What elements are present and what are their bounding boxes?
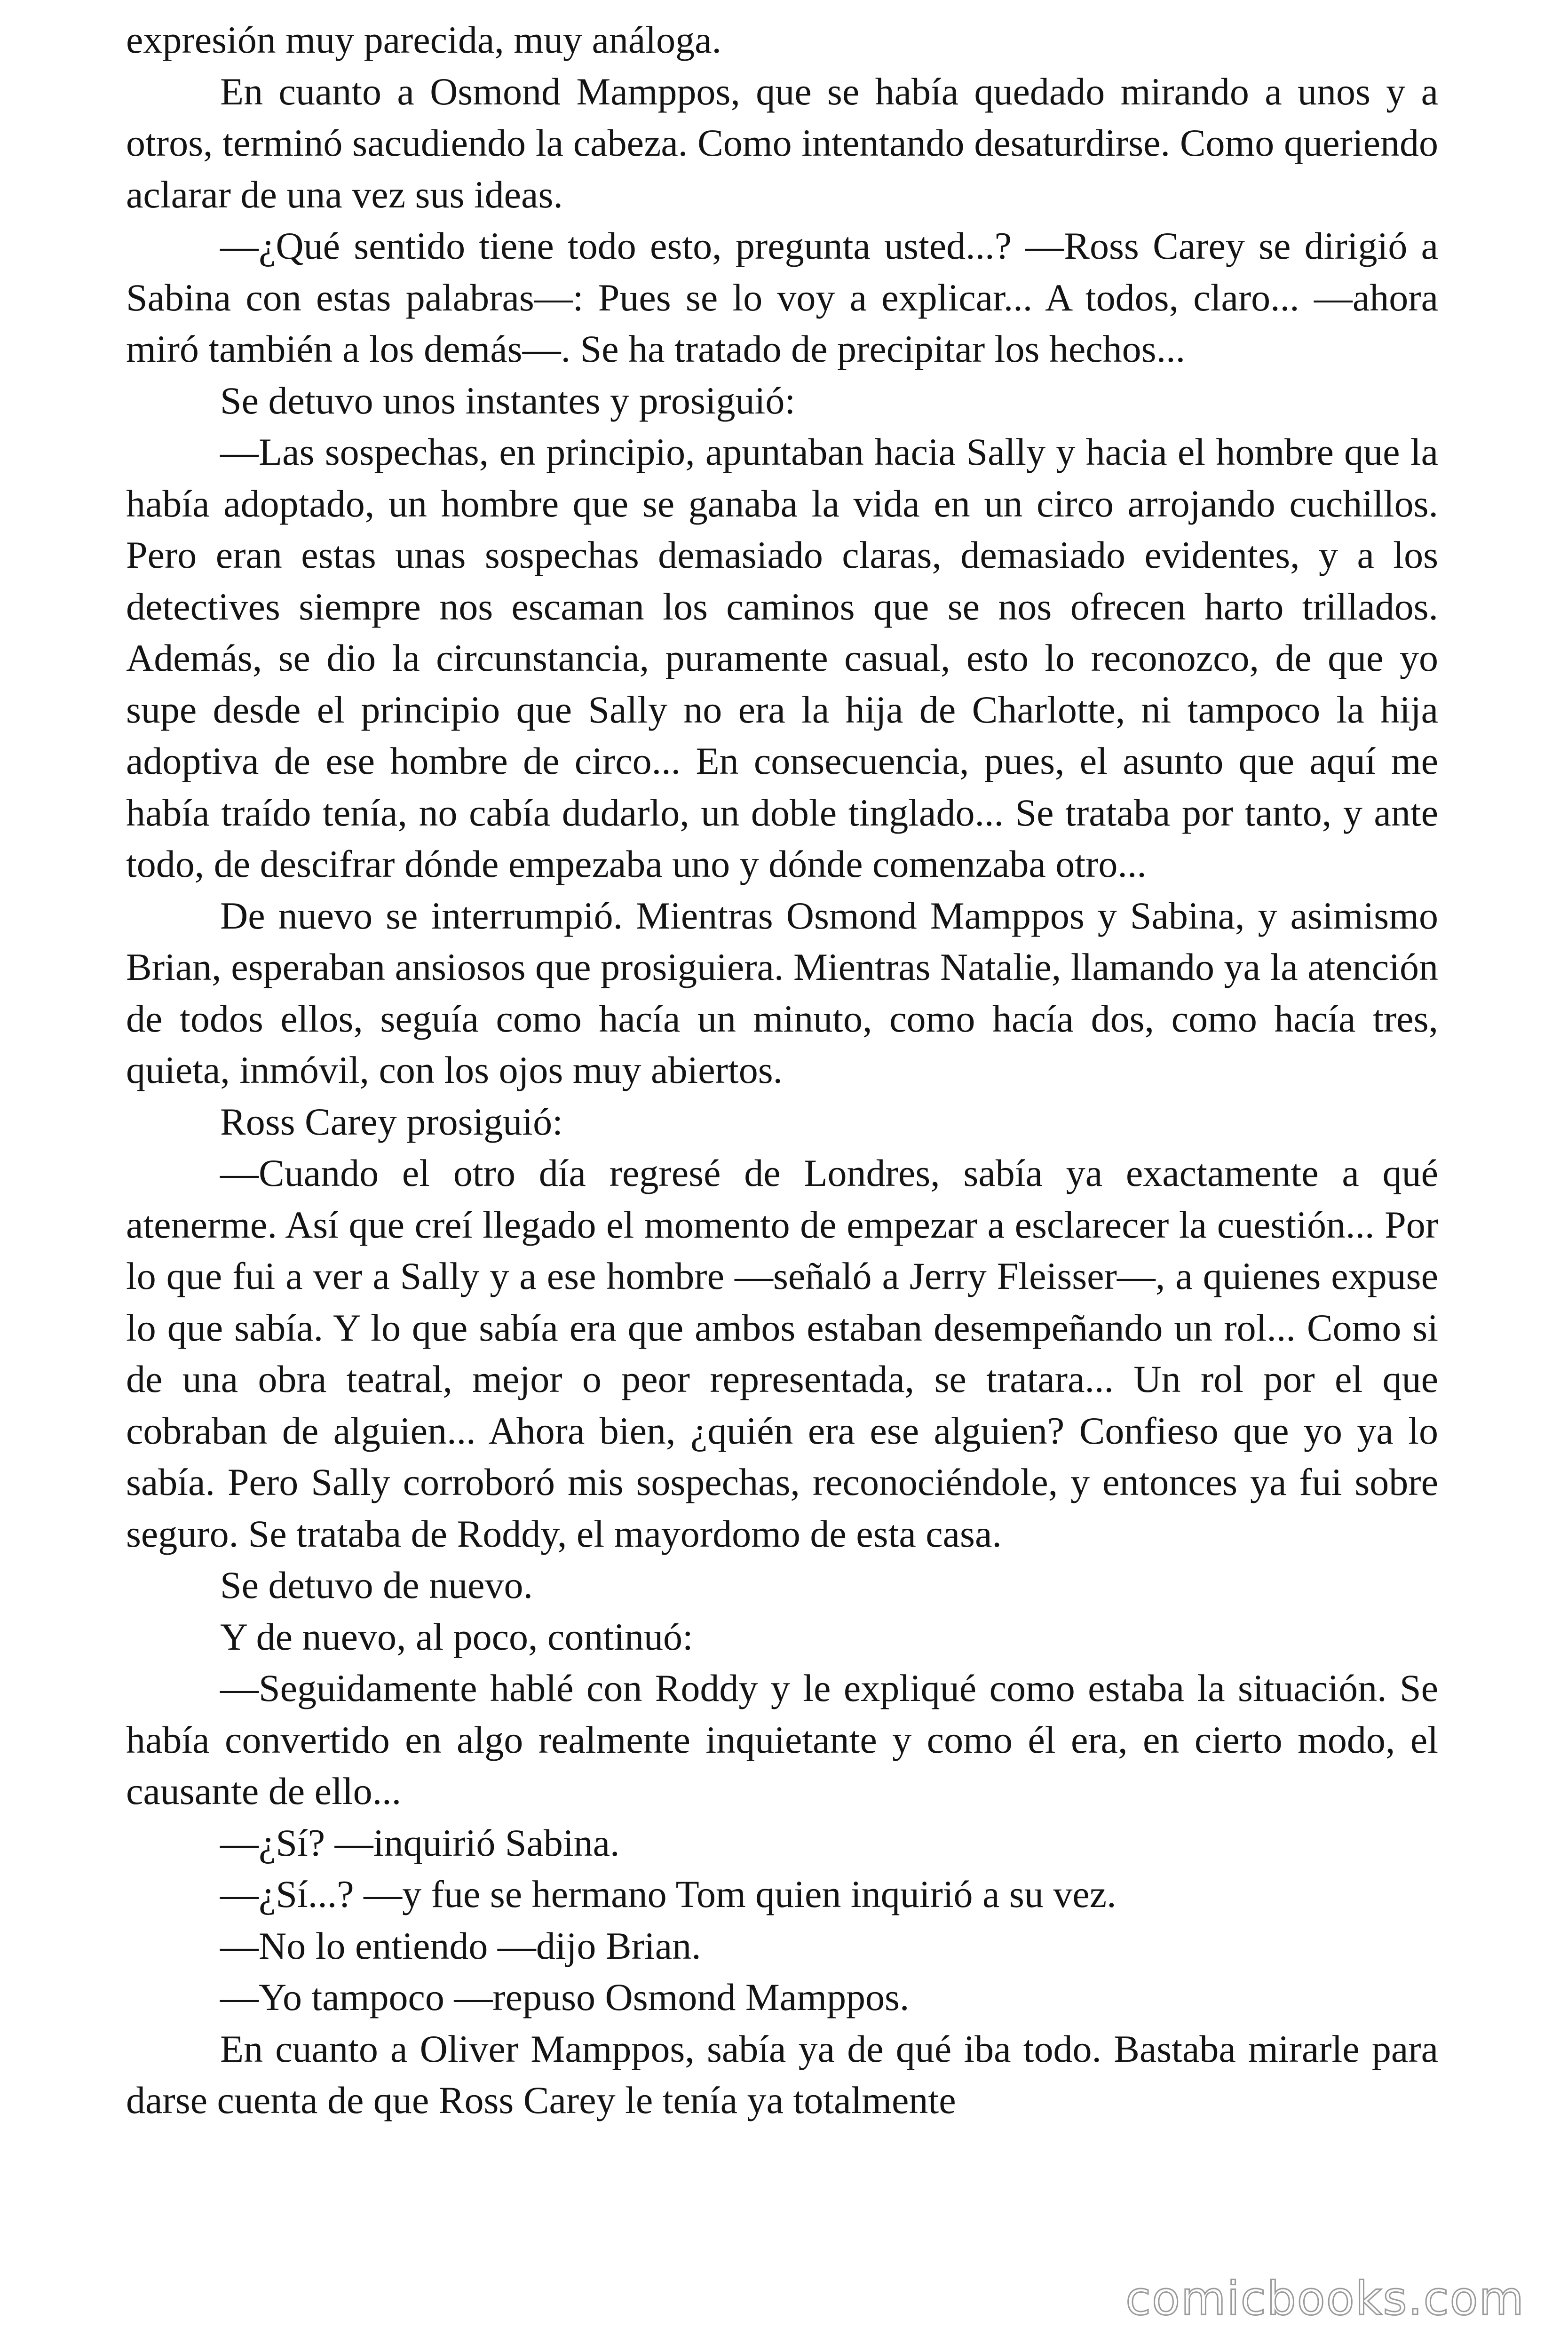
paragraph: Se detuvo de nuevo. [220, 1564, 533, 1606]
paragraph: —¿Sí...? —y fue se hermano Tom quien inquirió a su vez. [220, 1873, 1117, 1915]
paragraph: —Las sospechas, en principio, apuntaban hacia Sally y hacia el hombre que la había adoptado, un hombre que se ganaba la vida en un circo arrojando cuchillos. Pero eran estas unas sospechas demasiado claras, demasiado evidentes, y a los detectives siempre nos escaman los caminos que se nos ofrecen harto trillados. Además, se dio la circunstancia, puramente casual, esto lo reconozco, de que yo supe desde el principio que Sally no era la hija de Charlotte, ni tampoco la hija adoptiva de ese hombre de circo... En consecuencia, pues, el asunto que aquí me había traído tenía, no cabía dudarlo, un doble tinglado... Se trataba por tanto, y ante todo, de descifrar dónde empezaba uno y dónde comenzaba otro... [126, 430, 1438, 885]
paragraph: —Cuando el otro día regresé de Londres, sabía ya exactamente a qué atenerme. Así que creí llegado el momento de empezar a esclarecer la cuestión... Por lo que fui a ver a Sally y a ese hombre —señaló a Jerry Fleisser—, a quienes expuse lo que sabía. Y lo que sabía era que ambos estaban desempeñando un rol... Como si de una obra teatral, mejor o peor representada, se tratara... Un rol por el que cobraban de alguien... Ahora bien, ¿quién era ese alguien? Confieso que yo ya lo sabía. Pero Sally corroboró mis sospechas, reconociéndole, y entonces ya fui sobre seguro. Se trataba de Roddy, el mayordomo de esta casa. [126, 1152, 1438, 1555]
paragraph: —¿Qué sentido tiene todo esto, pregunta usted...? —Ross Carey se dirigió a Sabina con estas palabras—: Pues se lo voy a explicar... A todos, claro... —ahora miró también a los demás—. Se ha tratado de precipitar los hechos... [126, 224, 1438, 370]
paragraph: —No lo entiendo —dijo Brian. [220, 1924, 701, 1967]
paragraph: De nuevo se interrumpió. Mientras Osmond Mamppos y Sabina, y asimismo Brian, esperaban ansiosos que prosiguiera. Mientras Natalie, llamando ya la atención de todos ellos, seguía como hacía un minuto, como hacía dos, como hacía tres, quieta, inmóvil, con los ojos muy abiertos. [126, 894, 1438, 1091]
book-page [126, 14, 1438, 2126]
paragraph: Y de nuevo, al poco, continuó: [220, 1615, 693, 1658]
paragraph: —¿Sí? —inquirió Sabina. [220, 1821, 620, 1864]
watermark-logo: comicbooks.com [1125, 2272, 1525, 2326]
paragraph: Ross Carey prosiguió: [220, 1100, 563, 1143]
paragraph: En cuanto a Osmond Mamppos, que se había quedado mirando a unos y a otros, terminó sacudiendo la cabeza. Como intentando desaturdirse. Como queriendo aclarar de una vez sus ideas. [126, 70, 1438, 216]
paragraph: expresión muy parecida, muy análoga. [126, 18, 721, 61]
paragraph: Se detuvo unos instantes y prosiguió: [220, 379, 796, 422]
paragraph: —Seguidamente hablé con Roddy y le expliqué como estaba la situación. Se había convertido en algo realmente inquietante y como él era, en cierto modo, el causante de ello... [126, 1667, 1438, 1812]
paragraph: —Yo tampoco —repuso Osmond Mamppos. [220, 1976, 910, 2018]
paragraph: En cuanto a Oliver Mamppos, sabía ya de qué iba todo. Bastaba mirarle para darse cuenta de que Ross Carey le tenía ya totalmente [126, 2027, 1438, 2122]
